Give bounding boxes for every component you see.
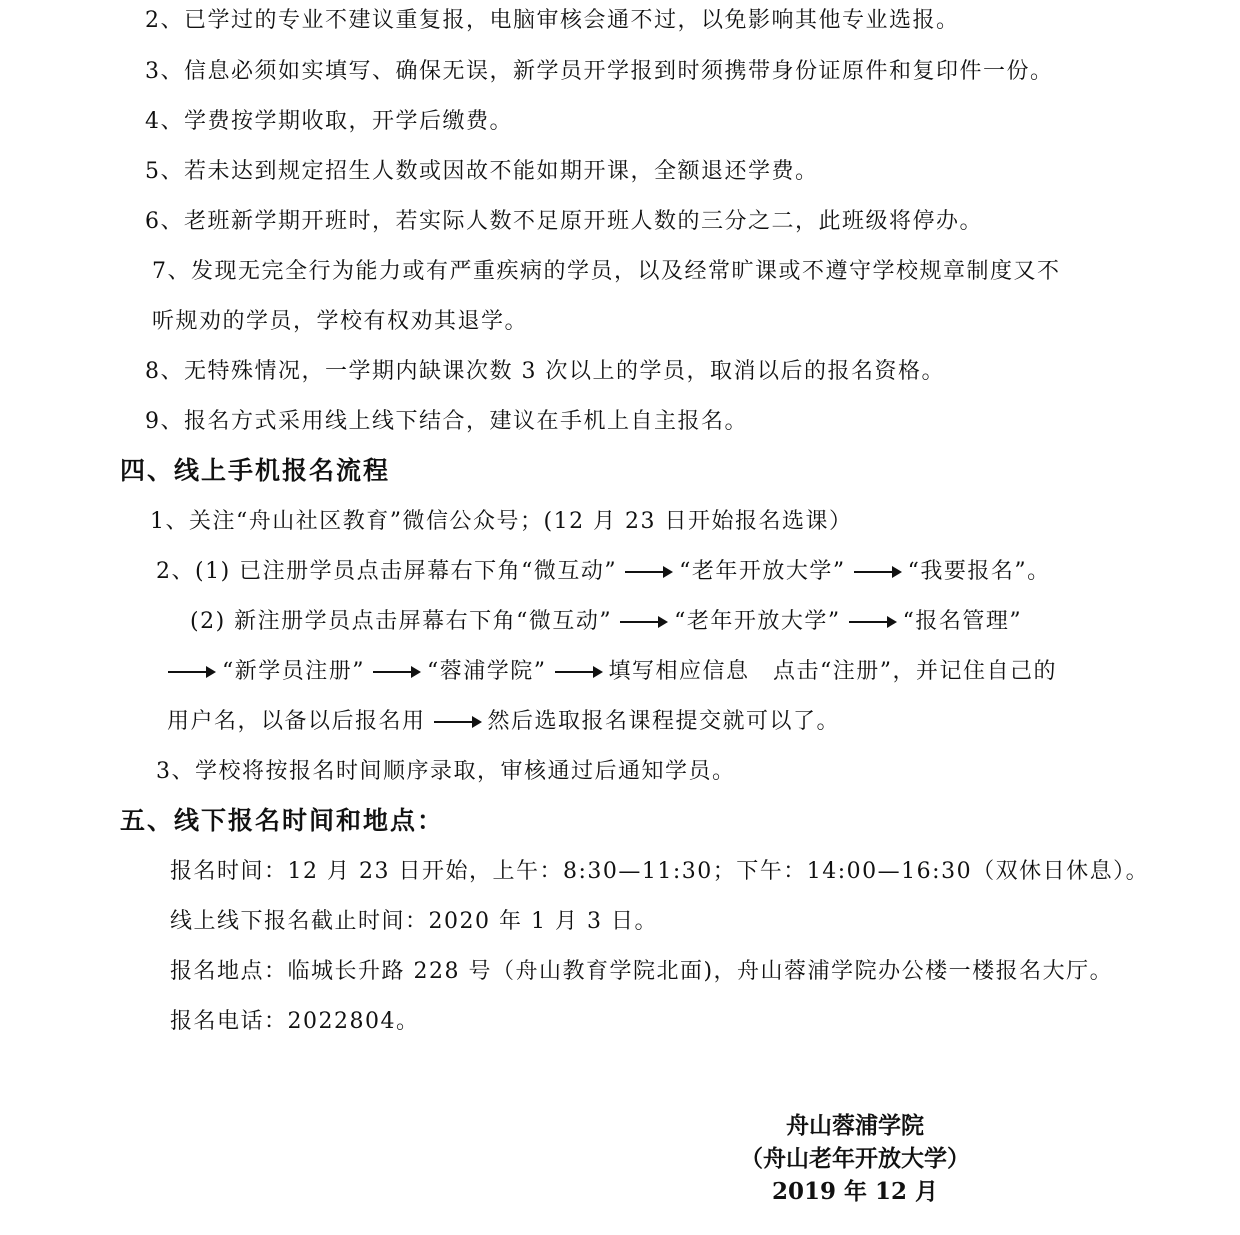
step-2-registered-part-2: “老年开放大学” (679, 559, 846, 584)
step-2-new-part-5: “蓉浦学院” (427, 659, 547, 684)
step-2-new-part-1: (2) 新注册学员点击屏幕右下角“微互动” (190, 609, 613, 634)
arrow-right-icon (555, 671, 601, 673)
offline-time: 报名时间：12 月 23 日开始，上午：8:30—11:30；下午：14:00—16:30（双休日休息）。 (170, 859, 1150, 884)
step-2-new-part-7: 用户名，以备以后报名用 (167, 709, 426, 734)
rule-6: 6、老班新学期开班时，若实际人数不足原开班人数的三分之二，此班级将停办。 (145, 209, 983, 234)
section-4-heading: 四、线上手机报名流程 (120, 456, 391, 485)
rule-2: 2、已学过的专业不建议重复报，电脑审核会通不过，以免影响其他专业选报。 (145, 8, 960, 33)
offline-phone: 报名电话：2022804。 (170, 1009, 420, 1034)
step-3: 3、学校将按报名时间顺序录取，审核通过后通知学员。 (156, 759, 736, 784)
step-2-new-line-3 (167, 707, 840, 737)
step-2-registered-part-1: 2、(1) 已注册学员点击屏幕右下角“微互动” (156, 559, 618, 584)
rule-7-line-2: 听规劝的学员，学校有权劝其退学。 (152, 309, 529, 334)
signature-org: 舟山蓉浦学院 (786, 1112, 924, 1139)
step-2-registered-part-3: “我要报名”。 (907, 559, 1051, 584)
step-2-new-part-4: “新学员注册” (222, 659, 365, 684)
arrow-right-icon (620, 621, 666, 623)
step-2-registered (156, 557, 1051, 587)
step-2-new-part-2: “老年开放大学” (674, 609, 841, 634)
step-2-new-line-1 (190, 607, 1022, 637)
step-2-new-line-2 (160, 657, 1057, 687)
rule-8: 8、无特殊情况，一学期内缺课次数 3 次以上的学员，取消以后的报名资格。 (145, 359, 945, 384)
arrow-right-icon (854, 571, 900, 573)
offline-deadline: 线上线下报名截止时间：2020 年 1 月 3 日。 (170, 909, 658, 934)
arrow-right-icon (434, 721, 480, 723)
arrow-right-icon (849, 621, 895, 623)
arrow-right-icon (625, 571, 671, 573)
signature-org-alt: （舟山老年开放大学） (740, 1145, 970, 1172)
step-2-new-part-3: “报名管理” (902, 609, 1023, 634)
arrow-right-icon (373, 671, 419, 673)
rule-4: 4、学费按学期收取，开学后缴费。 (145, 109, 513, 134)
arrow-right-icon (168, 671, 214, 673)
step-2-new-part-6: 填写相应信息 点击“注册”，并记住自己的 (608, 659, 1057, 684)
offline-place: 报名地点：临城长升路 228 号（舟山教育学院北面)，舟山蓉浦学院办公楼一楼报名大厅。 (170, 959, 1114, 984)
step-2-new-part-8: 然后选取报名课程提交就可以了。 (487, 709, 841, 734)
step-1: 1、关注“舟山社区教育”微信公众号；(12 月 23 日开始报名选课） (150, 509, 853, 534)
rule-7-line-1: 7、发现无完全行为能力或有严重疾病的学员，以及经常旷课或不遵守学校规章制度又不 (152, 259, 1061, 284)
rule-9: 9、报名方式采用线上线下结合，建议在手机上自主报名。 (145, 409, 748, 434)
rule-5: 5、若未达到规定招生人数或因故不能如期开课，全额退还学费。 (145, 159, 819, 184)
section-5-heading: 五、线下报名时间和地点： (120, 806, 445, 835)
rule-3: 3、信息必须如实填写、确保无误，新学员开学报到时须携带身份证原件和复印件一份。 (145, 59, 1054, 84)
signature-date: 2019 年 12 月 (771, 1178, 939, 1205)
